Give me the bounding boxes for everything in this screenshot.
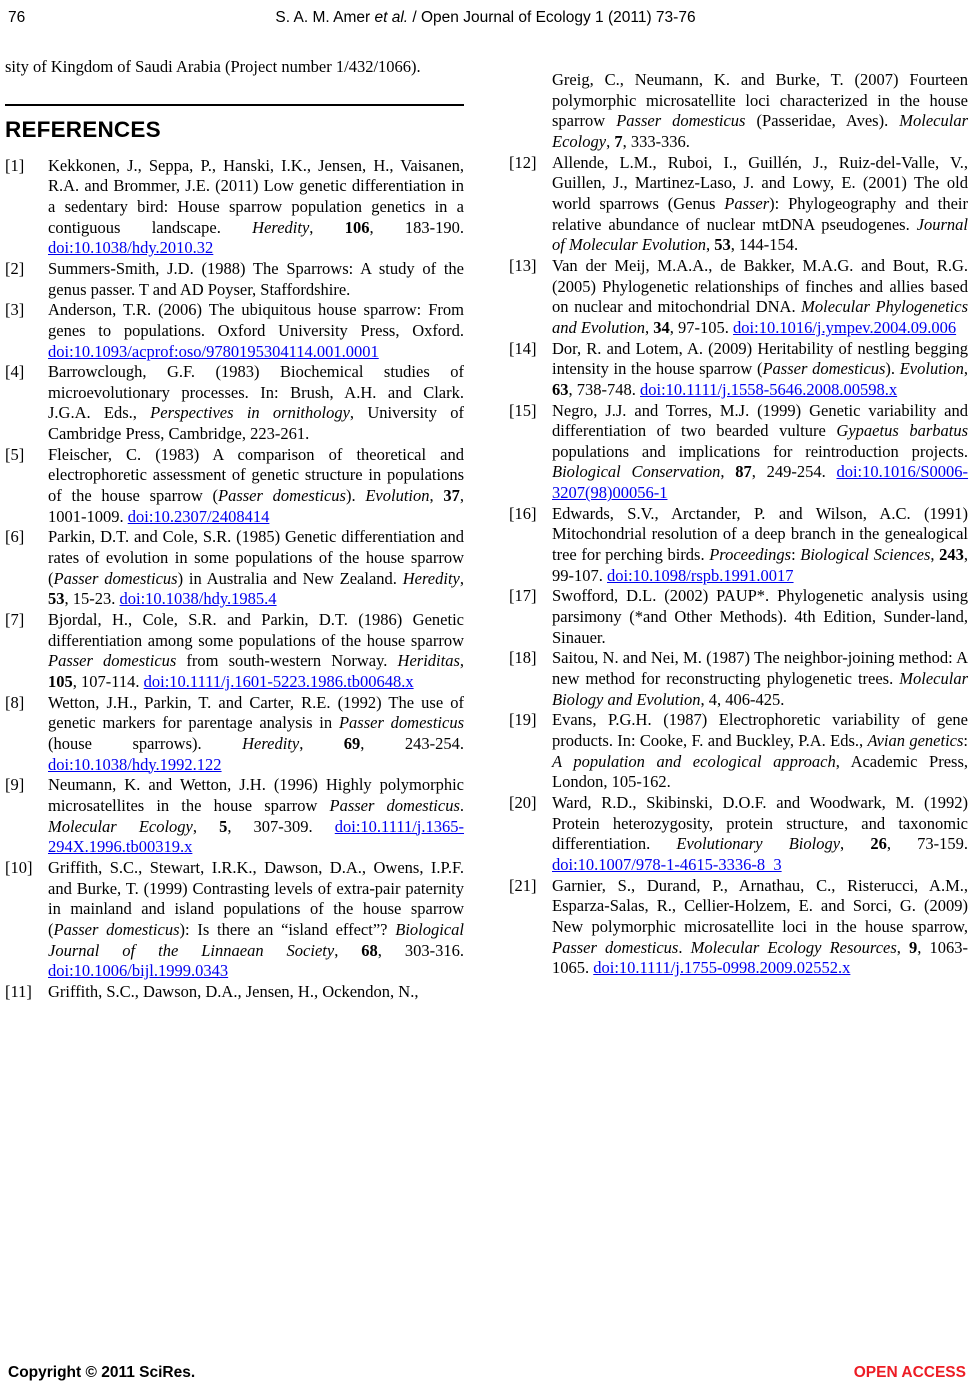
reference-number [509,70,552,153]
reference-text-segment: , [309,217,345,237]
reference-item [5,858,464,982]
reference-text-segment: , 183-190. [369,217,465,237]
reference-text-segment: , [705,235,715,255]
doi-link[interactable]: doi:10.1038/hdy.2010.32 [48,238,214,258]
reference-text-segment: Evolutionary Biology [676,834,841,854]
open-access-label: OPEN ACCESS [853,1364,966,1381]
reference-number: [13] [509,255,537,275]
reference-text-segment: Bjordal, H., Cole, S.R. and Parkin, D.T. (1986) Genetic differentiation among some populations of the house sparrow [48,610,464,650]
reference-text-segment: , [606,131,615,151]
references-heading: REFERENCES [5,116,161,142]
reference-text-segment: Molecular Ecology Resources [690,937,897,957]
reference-text-segment: , University of Cambridge Press, Cambridge, 223-261. [48,403,464,444]
reference-text-segment: , 303-316. [377,940,465,960]
reference-text-segment: Proceedings [709,545,792,565]
reference-text-segment: (Passeridae, Aves). [745,111,900,131]
reference-number: [17] [509,586,537,606]
reference-text-segment: 63 [552,379,569,399]
reference-text-segment: , 243-254. [360,733,464,753]
reference-text-segment: ): Phylogeography and their relative abundance of nuclear mtDNA pseudogenes. [552,193,968,234]
reference-text-segment: Molecular Ecology [552,111,968,151]
reference-text-segment: Neumann, K. and Wetton, J.H. (1996) Highly polymorphic microsatellites in the house sparrow [48,775,464,815]
reference-text-segment: , [459,651,464,671]
reference-text-segment: 69 [343,733,361,753]
reference-text-segment: from south-western Norway. [176,651,398,671]
reference-item [509,153,968,256]
reference-text [48,775,464,858]
reference-item [509,401,968,504]
reference-text-segment: populations and implications for reintroduction projects. [552,441,968,461]
reference-text-segment: 68 [361,940,378,960]
doi-link[interactable]: doi:10.1111/j.1558-5646.2008.00598.x [640,379,898,399]
reference-text-segment: , 307-309. [227,816,335,836]
reference-text-segment: Greig, C., Neumann, K. and Burke, T. (2007) Fourteen polymorphic microsatellite loci characterized in the house sparrow [552,70,968,131]
reference-text [552,586,968,648]
reference-text-segment: 105 [48,672,73,691]
reference-number: [4] [5,362,25,382]
reference-text-segment: , [334,940,362,960]
reference-text-segment: , [299,733,344,753]
reference-text-segment: 37 [443,486,460,506]
reference-text [48,693,464,776]
reference-text-segment: 87 [735,462,752,482]
reference-text-segment: Molecular Ecology [48,816,193,836]
reference-text-segment: , 99-107. [552,545,968,585]
reference-text-segment: Molecular Biology and Evolution [552,669,968,709]
reference-text [552,710,968,793]
reference-text-segment: S. A. M. Amer [275,9,375,26]
reference-text-segment: Edwards, S.V., Arctander, P. and Wilson, A.C. (1991) Mitochondrial resolution of a deep branch in the genealogical tree for perching birds. [552,503,968,565]
reference-text-segment: Griffith, S.C., Stewart, I.R.K., Dawson, D.A., Owens, I.P.F. and Burke, T. (1999) Contrasting levels of extra-pair paternity in mainland and island populations of the house sparrow ( [48,857,464,939]
reference-text-segment: 106 [344,217,370,237]
reference-number: [3] [5,300,25,320]
reference-text-segment: Passer [724,193,770,213]
references-list-left [5,156,464,1003]
page-number: 76 [8,9,26,26]
reference-text-segment: A population and ecological approach [552,751,836,771]
reference-text [552,876,968,979]
reference-text-segment: Heredity [402,568,460,588]
reference-text-segment: , 15-23. [64,589,120,609]
reference-text-segment: , [963,359,968,379]
reference-number: [11] [5,981,32,1001]
reference-text-segment: Journal of Molecular Evolution [552,214,968,255]
references-list-right [509,70,968,979]
reference-text-segment: Summers-Smith, J.D. (1988) The Sparrows: A study of the genus passer. T and AD Poyser, Staffordshire. [48,258,464,299]
reference-text [48,156,464,259]
reference-text-segment: , [896,937,910,957]
reference-text-segment: , Academic Press, London, 105-162. [552,751,969,792]
reference-text-segment: , 4, 406-425. [700,689,785,709]
reference-text-segment: Fleischer, C. (1983) A comparison of theoretical and electrophoretic assessment of genetic structure in populations of the house sparrow ( [48,444,464,506]
reference-text [48,259,464,300]
reference-text-segment: Passer domesticus [762,359,886,379]
reference-text [48,362,464,445]
reference-text-segment: Heriditas [397,651,460,671]
reference-text-segment: Parkin, D.T. and Cole, S.R. (1985) Genetic differentiation and rates of evolution in some populations of the house sparrow ( [48,527,464,588]
reference-text [552,401,968,504]
reference-number: [5] [5,444,25,464]
reference-text-segment: 53 [48,589,65,609]
reference-text-segment: Griffith, S.C., Dawson, D.A., Jensen, H., Ockendon, N., [48,981,419,1001]
reference-text-segment: . [678,937,691,957]
reference-text-segment: ). [885,359,900,379]
reference-text-segment: Passer domesticus [616,111,746,131]
reference-text-segment: Garnier, S., Durand, P., Arnathau, C., Risterucci, A.M., Esparza-Salas, R., Cellier-Holzem, E. and Sorci, G. (2009) New polymorphic microsatellite loci in the house sparrow, [552,875,968,936]
reference-text-segment: , [192,816,220,836]
reference-text-segment: , [840,834,871,854]
reference-number: [12] [509,152,537,172]
reference-item [509,793,968,876]
reference-number: [15] [509,400,537,420]
reference-text-segment: Heredity [252,217,310,237]
reference-text-segment: Van der Meij, M.A.A., de Bakker, M.A.G. and Bout, R.G. (2005) Phylogenetic relationships of finches and allies based on nuclear and mitochondrial DNA. [552,255,968,317]
reference-text [48,527,464,610]
reference-text-segment: Biological Sciences [800,545,931,565]
reference-text-segment: Biological Journal of the Linnaean Society [48,919,464,960]
reference-text [552,339,968,401]
reference-text-segment: , 107-114. [72,672,144,691]
reference-text [48,445,464,528]
reference-text-segment: Swofford, D.L. (2002) PAUP*. Phylogenetic analysis using parsimony (*and Other Methods). 4th Edition, Sunder-land, Sinauer. [552,586,968,647]
doi-link[interactable]: doi:10.1007/978-1-4615-3336-8_3 [552,854,782,874]
doi-link[interactable]: doi:10.1038/hdy.1992.122 [48,754,222,774]
reference-text-segment: Barrowclough, G.F. (1983) Biochemical studies of microevolutionary processes. In: Brush, A.H. and Clark. J.G.A. Eds., [48,362,464,423]
reference-number: [2] [5,258,25,278]
doi-link[interactable]: doi:10.1016/j.ympev.2004.09.006 [733,317,957,337]
reference-item [5,775,464,858]
reference-text-segment: Evolution [899,359,964,379]
reference-text-segment: ): Is there an “island effect”? [179,919,396,939]
reference-number: [14] [509,338,537,358]
running-title [0,9,971,26]
right-column [509,57,968,1003]
reference-text-segment: Kekkonen, J., Seppa, P., Hanski, I.K., Jensen, H., Vaisanen, R.A. and Brommer, J.E. (2011) Low genetic differentiation in a sedentary bird: House sparrow population genetics in a contiguous landscape. [48,155,464,237]
reference-text-segment: 243 [939,545,964,565]
section-divider [5,104,464,106]
reference-item [509,339,968,401]
reference-text-segment: 9 [909,937,918,957]
reference-text-segment: Biological Conservation [552,462,721,482]
reference-text-segment: (house sparrows). [48,733,243,753]
reference-text-segment: , 1001-1009. [48,486,464,526]
reference-text-segment: , [459,568,464,588]
reference-text-segment: 7 [614,131,623,151]
reference-text-segment: Passer domesticus [329,795,460,815]
reference-text-segment: Passer domesticus [218,486,346,506]
doi-link[interactable]: doi:10.1111/j.1755-0998.2009.02552.x [593,958,851,978]
reference-text-segment: Molecular Phylogenetics and Evolution [552,297,969,337]
reference-text-segment: Passer domesticus [552,937,679,957]
reference-item [509,504,968,587]
page-header [0,0,971,36]
reference-item [5,259,464,300]
doi-link[interactable]: doi:10.1111/j.1365-294X.1996.tb00319.x [48,816,465,857]
reference-text-segment: Ward, R.D., Skibinski, D.O.F. and Woodwark, M. (1992) Protein heterozygosity, protein structure, and taxonomic differentiation. [552,792,968,854]
reference-item [5,445,464,528]
reference-text-segment: , [720,462,736,482]
reference-text-segment: , 73-159. [886,834,968,854]
doi-link[interactable]: doi:10.1016/S0006-3207(98)00056-1 [552,462,969,503]
reference-text-segment: . [459,795,464,815]
reference-continuation [509,70,968,153]
reference-number: [19] [509,710,537,730]
reference-text-segment: , [930,545,940,565]
reference-text-segment: Perspectives in ornithology [150,403,350,423]
reference-text-segment: Allende, L.M., Ruboi, I., Guillén, J., Ruiz-del-Valle, V., Guillen, J., Martinez-Laso, J. and Lowy, E. (2001) The old world sparrows (Genus [552,152,968,213]
doi-link[interactable]: doi:10.1006/bijl.1999.0343 [48,961,229,981]
reference-item [5,300,464,362]
reference-text-segment: : [791,545,801,565]
reference-item [509,876,968,979]
reference-number: [8] [5,692,25,712]
reference-number: [1] [5,155,25,175]
reference-number: [7] [5,610,25,630]
reference-text [48,982,464,1003]
reference-text-segment: / Open Journal of Ecology 1 (2011) 73-76 [408,9,696,26]
reference-text [552,153,968,256]
reference-text-segment: ) in Australia and New Zealand. [177,568,403,588]
reference-text-segment: , 1063-1065. [552,937,968,978]
reference-text-segment: Passer domesticus [48,651,177,671]
reference-text-segment: , [645,317,654,337]
reference-item [5,982,464,1003]
reference-text [552,256,968,339]
doi-link[interactable]: doi:10.1038/hdy.1985.4 [119,589,277,609]
reference-item [5,362,464,445]
reference-text [48,858,464,982]
reference-number: [10] [5,857,33,877]
reference-text-segment: : [963,731,968,750]
reference-text-segment: , 738-748. [568,379,640,399]
reference-number: [21] [509,875,537,895]
reference-text-segment: Dor, R. and Lotem, A. (2009) Heritability of nestling begging intensity in the house sparrow ( [552,338,968,379]
reference-number: [20] [509,792,537,812]
reference-text-segment: Passer domesticus [53,919,180,939]
carryover-text: sity of Kingdom of Saudi Arabia (Project number 1/432/1066). [5,57,421,76]
doi-link[interactable]: doi:10.2307/2408414 [127,506,270,526]
doi-link[interactable]: doi:10.1111/j.1601-5223.1986.tb00648.x [143,672,414,691]
reference-text-segment: 53 [714,235,731,255]
reference-text-segment: Saitou, N. and Nei, M. (1987) The neighbor-joining method: A new method for reconstructing phylogenetic trees. [552,648,968,689]
reference-text-segment: Wetton, J.H., Parkin, T. and Carter, R.E. (1992) The use of genetic markers for parentage analysis in [48,692,464,733]
reference-item [5,527,464,610]
reference-text-segment: , 249-254. [751,462,837,482]
reference-number: [16] [509,503,537,523]
reference-text [552,504,968,587]
reference-text-segment: 26 [870,834,887,854]
reference-text-segment: ). [345,486,366,506]
reference-text [552,70,968,153]
reference-text-segment: Passer domesticus [338,713,464,733]
reference-text-segment: et al. [374,9,409,26]
reference-item [5,693,464,776]
reference-item [5,610,464,693]
reference-number: [9] [5,775,25,795]
reference-item [509,586,968,648]
reference-text-segment: Gypaetus barbatus [836,421,968,441]
two-column-body [0,57,971,1003]
reference-text-segment: Passer domesticus [53,568,178,588]
reference-number: [6] [5,527,25,547]
copyright-text: Copyright © 2011 SciRes. [8,1364,196,1381]
reference-item [509,710,968,793]
reference-text-segment: Heredity [242,733,300,753]
reference-item [509,256,968,339]
reference-item [5,156,464,259]
page-footer [8,1364,966,1382]
reference-text [48,610,464,693]
reference-text [552,648,968,710]
reference-text-segment: , [429,486,444,506]
reference-item [509,648,968,710]
reference-text-segment: Evans, P.G.H. (1987) Electrophoretic variability of gene products. In: Cooke, F. and Buckley, P.A. Eds., [552,710,968,750]
doi-link[interactable]: doi:10.1098/rspb.1991.0017 [607,565,794,585]
reference-text-segment: 5 [219,816,228,836]
reference-text-segment: Negro, J.J. and Torres, M.J. (1999) Genetic variability and differentiation of two bearded vulture [552,400,968,441]
reference-text-segment: Avian genetics [867,731,964,750]
reference-text-segment: , 144-154. [730,235,799,255]
reference-text-segment: , 97-105. [669,317,734,337]
left-column [5,57,464,1003]
reference-text-segment: Evolution [365,486,430,506]
reference-text-segment: 34 [653,317,670,337]
reference-text [552,793,968,876]
reference-number: [18] [509,648,537,668]
doi-link[interactable]: doi:10.1093/acprof:oso/9780195304114.001.0001 [48,341,379,361]
reference-text-segment: , 333-336. [622,131,690,151]
reference-text-segment: Anderson, T.R. (2006) The ubiquitous house sparrow: From genes to populations. Oxford University Press, Oxford. [48,300,464,340]
reference-text [48,300,464,362]
